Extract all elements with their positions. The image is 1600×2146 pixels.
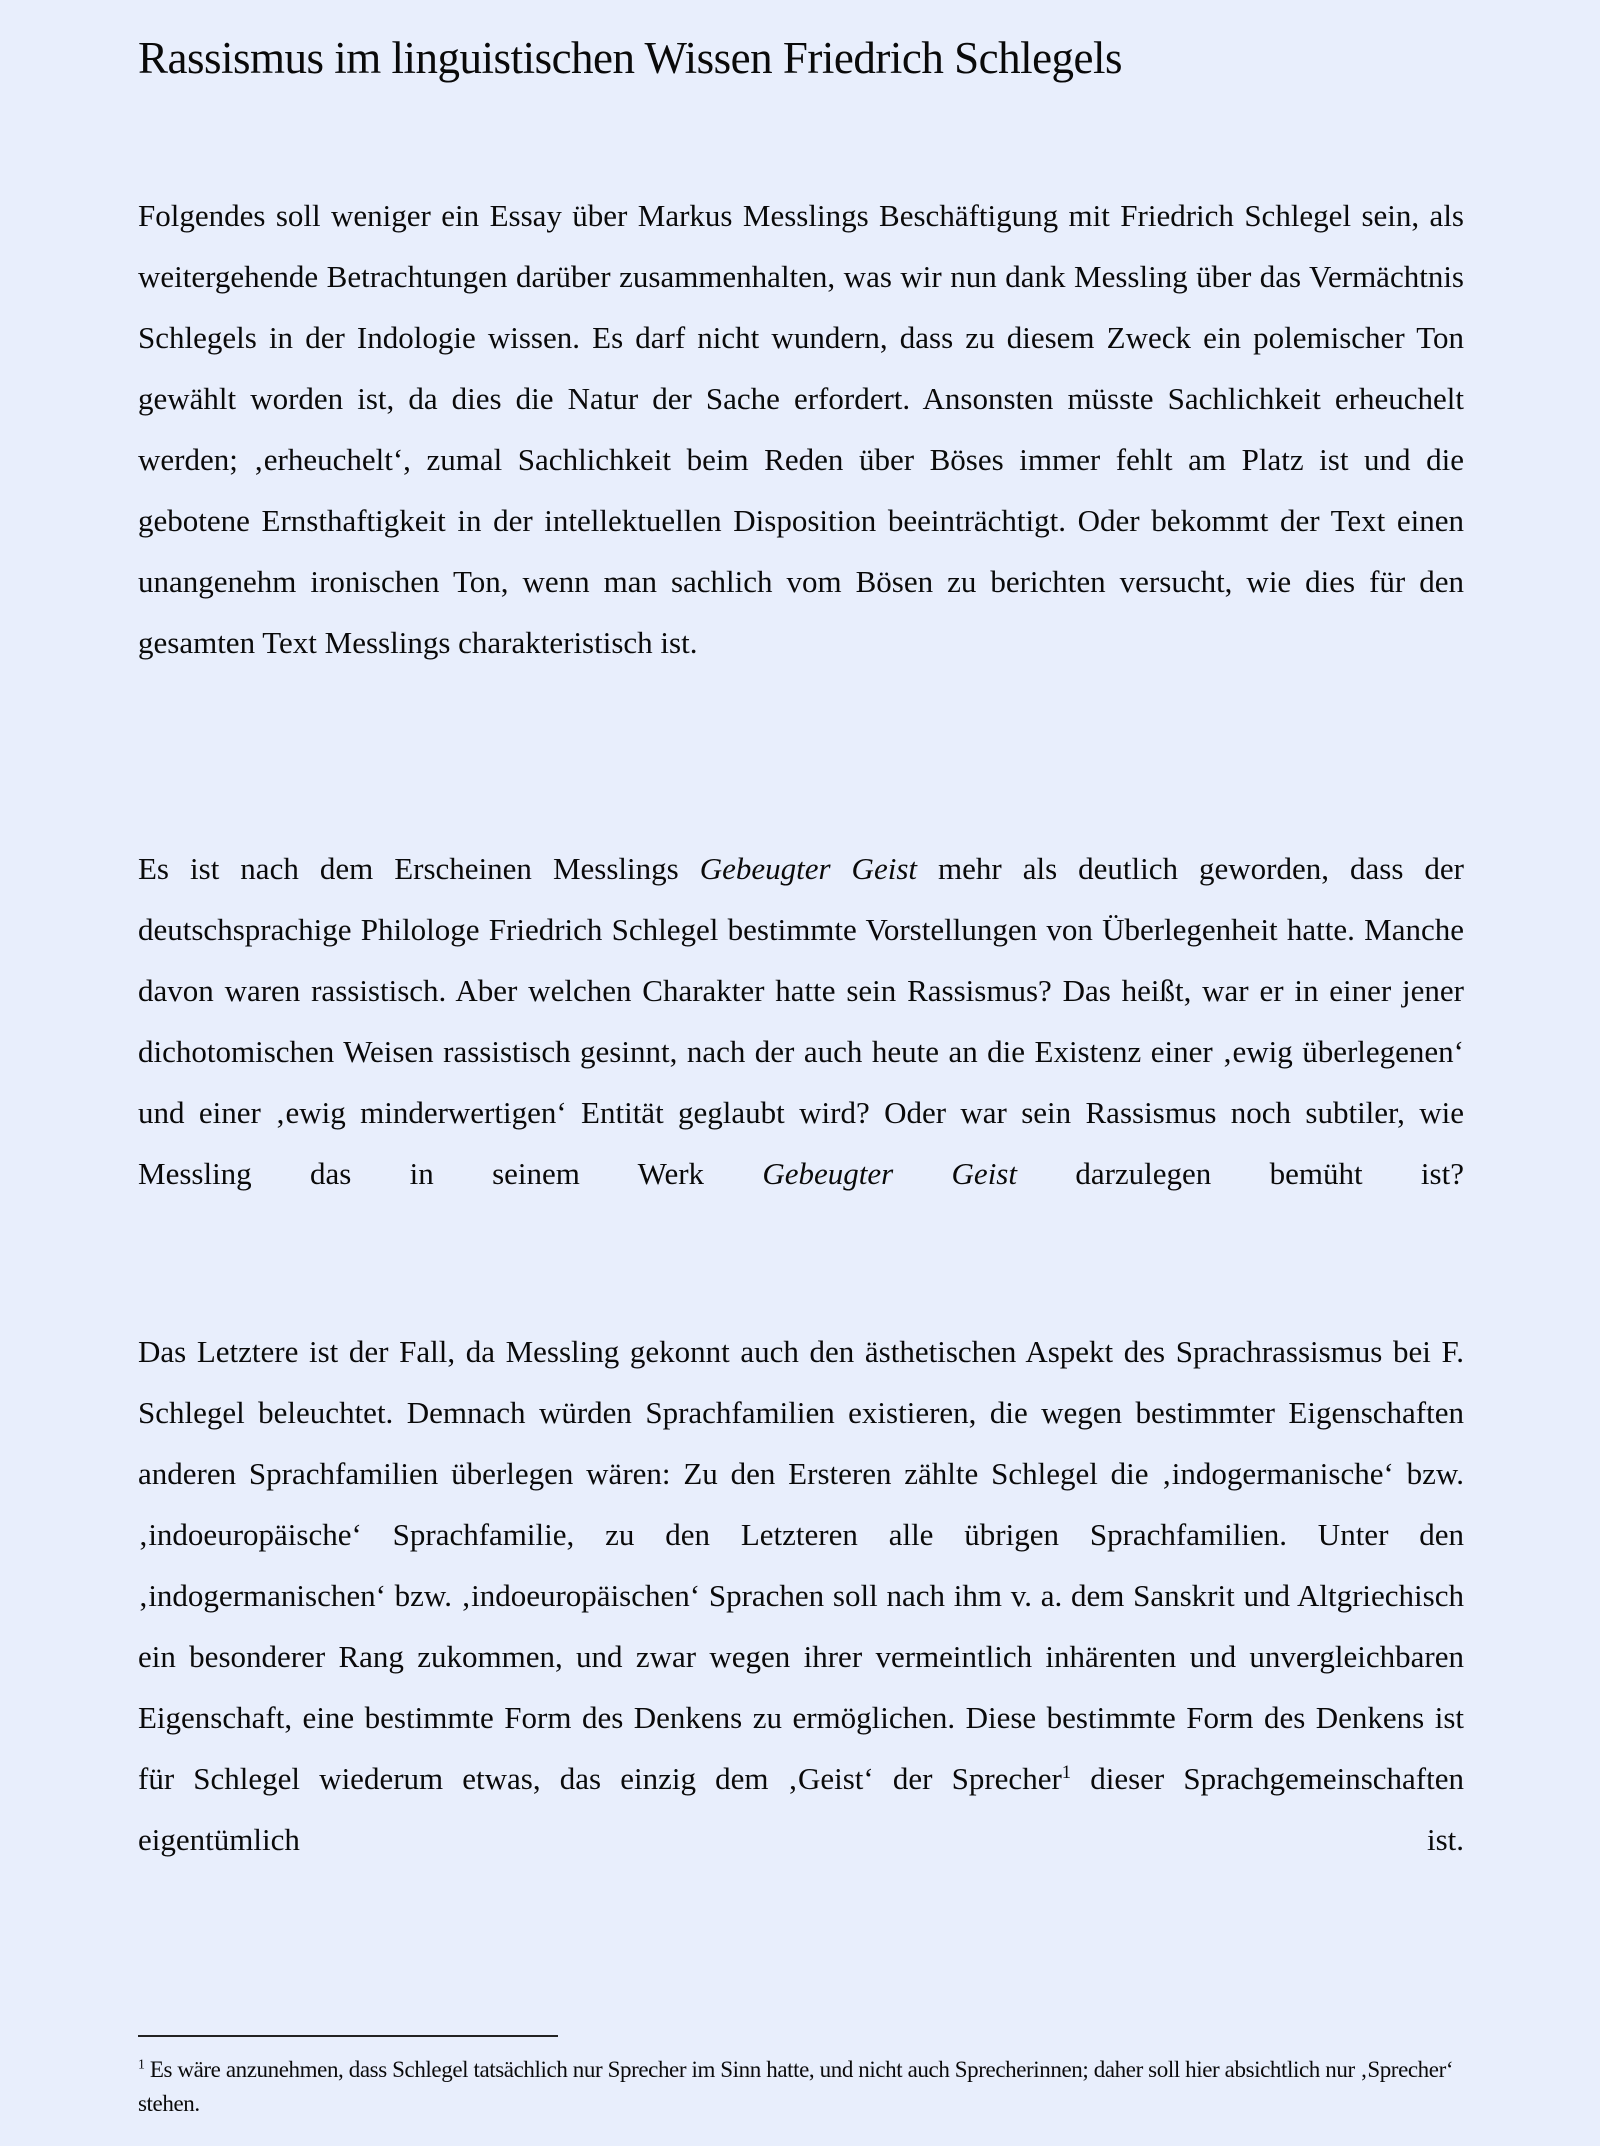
- paragraph-3: [138, 1321, 1464, 1870]
- paragraph-2: [138, 838, 1464, 1204]
- text-segment: dieser Sprachgemeinschaften eigentümlich ist.: [138, 1761, 1464, 1857]
- book-title-italic: Gebeugter Geist: [699, 851, 917, 886]
- footnote: [138, 2053, 1478, 2121]
- text-segment: mehr als deutlich geworden, dass der deutschsprachige Philologe Friedrich Schlegel bestimmte Vorstellungen von Überlegenheit hatte. Manche davon waren rassistisch. Aber welchen Charakter hatte sein Rassismus? Das heißt, war er in einer jener dichotomischen Weisen rassistisch gesinnt, nach der auch heute an die Existenz einer ‚ewig überlegenen‘ und einer ‚ewig minderwertigen‘ Entität geglaubt wird? Oder war sein Rassismus noch subtiler, wie Messling das in seinem Werk: [138, 851, 1465, 1191]
- footnote-mark: 1: [138, 2056, 145, 2072]
- footnote-separator: [138, 2035, 558, 2037]
- footnote-text: Es wäre anzunehmen, dass Schlegel tatsächlich nur Sprecher im Sinn hatte, und nicht auch Sprecherinnen; daher soll hier absichtlich nur ‚Sprecher‘ stehen.: [138, 2057, 1454, 2116]
- book-title-italic: Gebeugter Geist: [762, 1156, 1017, 1191]
- text-segment: Das Letztere ist der Fall, da Messling gekonnt auch den ästhetischen Aspekt des Sprachrassismus bei F. Schlegel beleuchtet. Demnach würden Sprachfamilien existieren, die wegen bestimmter Eigenschaften anderen Sprachfamilien überlegen wären: Zu den Ersteren zählte Schlegel die ‚indogermanische‘ bzw. ‚indoeuropäische‘ Sprachfamilie, zu den Letzteren alle übrigen Sprachfamilien. Unter den ‚indogermanischen‘ bzw. ‚indoeuropäischen‘ Sprachen soll nach ihm v. a. dem Sanskrit und Altgriechisch ein besonderer Rang zukommen, und zwar wegen ihrer vermeintlich inhärenten und unvergleichbaren Eigenschaft, eine bestimmte Form des Denkens zu ermöglichen. Diese bestimmte Form des Denkens ist für Schlegel wiederum etwas, das einzig dem ‚Geist‘ der Sprecher: [138, 1334, 1464, 1796]
- text-segment: Es ist nach dem Erscheinen Messlings: [138, 851, 700, 886]
- document-title: Rassismus im linguistischen Wissen Friedrich Schlegels: [138, 33, 1123, 83]
- paragraph-1: Folgendes soll weniger ein Essay über Markus Messlings Beschäftigung mit Friedrich Schlegel sein, als weitergehende Betrachtungen darüber zusammenhalten, was wir nun dank Messling über das Vermächtnis Schlegels in der Indologie wissen. Es darf nicht wundern, dass zu diesem Zweck ein polemischer Ton gewählt worden ist, da dies die Natur der Sache erfordert. Ansonsten müsste Sachlichkeit erheuchelt werden; ‚erheuchelt‘, zumal Sachlichkeit beim Reden über Böses immer fehlt am Platz ist und die gebotene Ernsthaftigkeit in der intellektuellen Disposition beeinträchtigt. Oder bekommt der Text einen unangenehm ironischen Ton, wenn man sachlich vom Bösen zu berichten versucht, wie dies für den gesamten Text Messlings charakteristisch ist.: [138, 198, 1464, 660]
- text-segment: darzulegen bemüht ist?: [1016, 1156, 1464, 1191]
- footnote-reference[interactable]: 1: [1061, 1761, 1072, 1783]
